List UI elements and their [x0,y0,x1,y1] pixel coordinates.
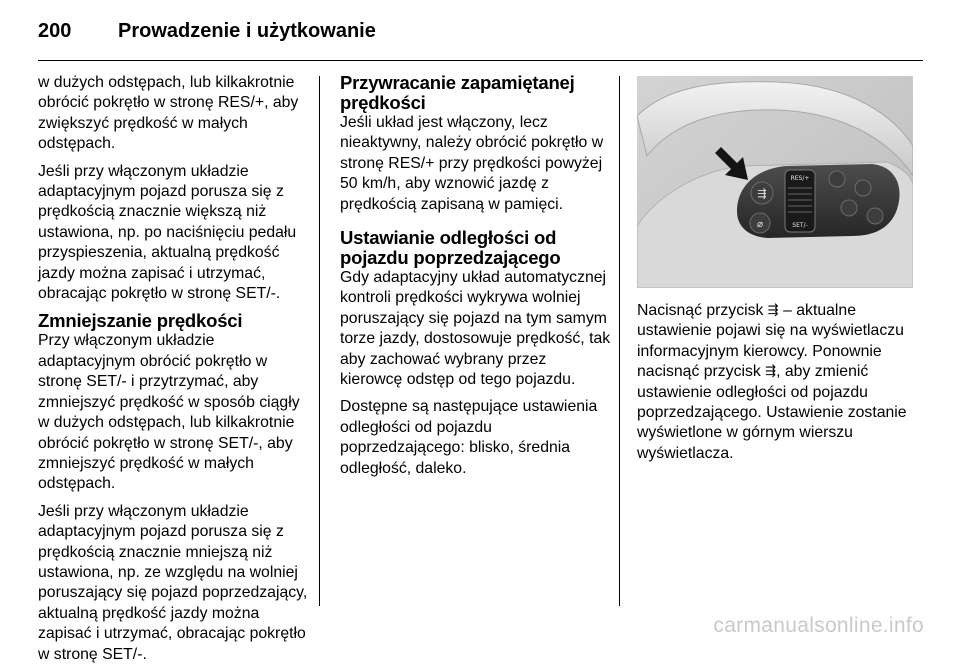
paragraph: Jeśli przy włączonym układzie adaptacyjnym pojazd porusza się z prędkością znacznie mniejszą niż ustawiona, np. ze względu na wolniej poruszający się pojazd poprzedzający, aktualną prędkość jazdy można zapisać i utrzymać, obracając pokrętło w stronę SET/-. [38,502,308,663]
paragraph: Przy włączonym układzie adaptacyjnym obrócić pokrętło w stronę SET/- i przytrzymać, aby zmniejszyć prędkość w sposób ciągły w dużych odstępach, lub kilkakrotnie obrócić pokrętło w stronę SET/-, aby zmniejszyć prędkość w małych odstępach. [38,332,300,493]
column-right [637,301,917,471]
column-divider [319,76,320,606]
paragraph: Gdy adaptacyjny układ automatycznej kontroli prędkości wykrywa wolniej poruszający się pojazd na tym samym torze jazdy, dostosowuje prędkość, tak aby zachować wybrany przez kierowcę odstęp od tego pojazdu. [340,269,611,389]
page-number: 200 [38,20,72,42]
distance-setting-icon: ⇶ [765,363,777,379]
distance-setting-icon: ⇶ [767,302,779,317]
page-title: Prowadzenie i użytkowanie [118,20,376,42]
page-header [38,14,923,50]
text-run: Nacisnąć przycisk [637,302,768,319]
paragraph: w dużych odstępach, lub kilkakrotnie obrócić pokrętło w stronę RES/+, aby zwiększyć prędkość w małych odstępach. [38,74,299,153]
distance-button-glyph: ⇶ [757,187,767,200]
section-heading-speed-reduce: Zmniejszanie prędkości [38,310,243,332]
paragraph: Jeśli układ jest włączony, lecz nieaktywny, należy obrócić pokrętło w stronę RES/+ przy prędkości powyżej 50 km/h, aby wznowić jazdę z prędkością zapisaną w pamięci. [340,114,604,213]
column-middle [340,73,612,486]
section-heading-resume-speed: Przywracanie zapamiętanej prędkości [340,72,575,113]
section-heading-distance: Ustawianie odległości od pojazdu poprzedzającego [340,227,561,269]
wheel-label-res: RES/+ [790,175,810,182]
paragraph: Dostępne są następujące ustawienia odległości od pojazdu poprzedzającego: blisko, średnia odległość, daleko. [340,398,598,477]
paragraph [637,301,917,464]
text-run: – aktualne ustawienie pojawi się na wyświetlaczu informacyjnym kierowcy. Ponownie nacisnąć przycisk [637,302,904,381]
steering-wheel-illustration [637,76,913,288]
header-rule [38,60,923,61]
text-run: , aby zmienić ustawienie odległości od pojazdu poprzedzającego. Ustawienie zostanie wyświetlone w górnym wierszu wyświetlacza. [637,363,907,462]
cruise-cancel-glyph: ⌀ [756,219,764,230]
column-left [38,73,312,672]
wheel-label-set: SET/- [792,222,808,229]
steering-wheel-image [637,76,913,288]
paragraph: Jeśli przy włączonym układzie adaptacyjnym pojazd porusza się z prędkością znacznie większą niż ustawiona, np. po naciśnięciu pedału przyspieszenia, aktualną prędkość jazdy można zapisać i utrzymać, obracając pokrętło w stronę SET/-. [38,162,297,303]
watermark: carmanualsonline.info [713,614,924,637]
column-divider [619,76,620,606]
